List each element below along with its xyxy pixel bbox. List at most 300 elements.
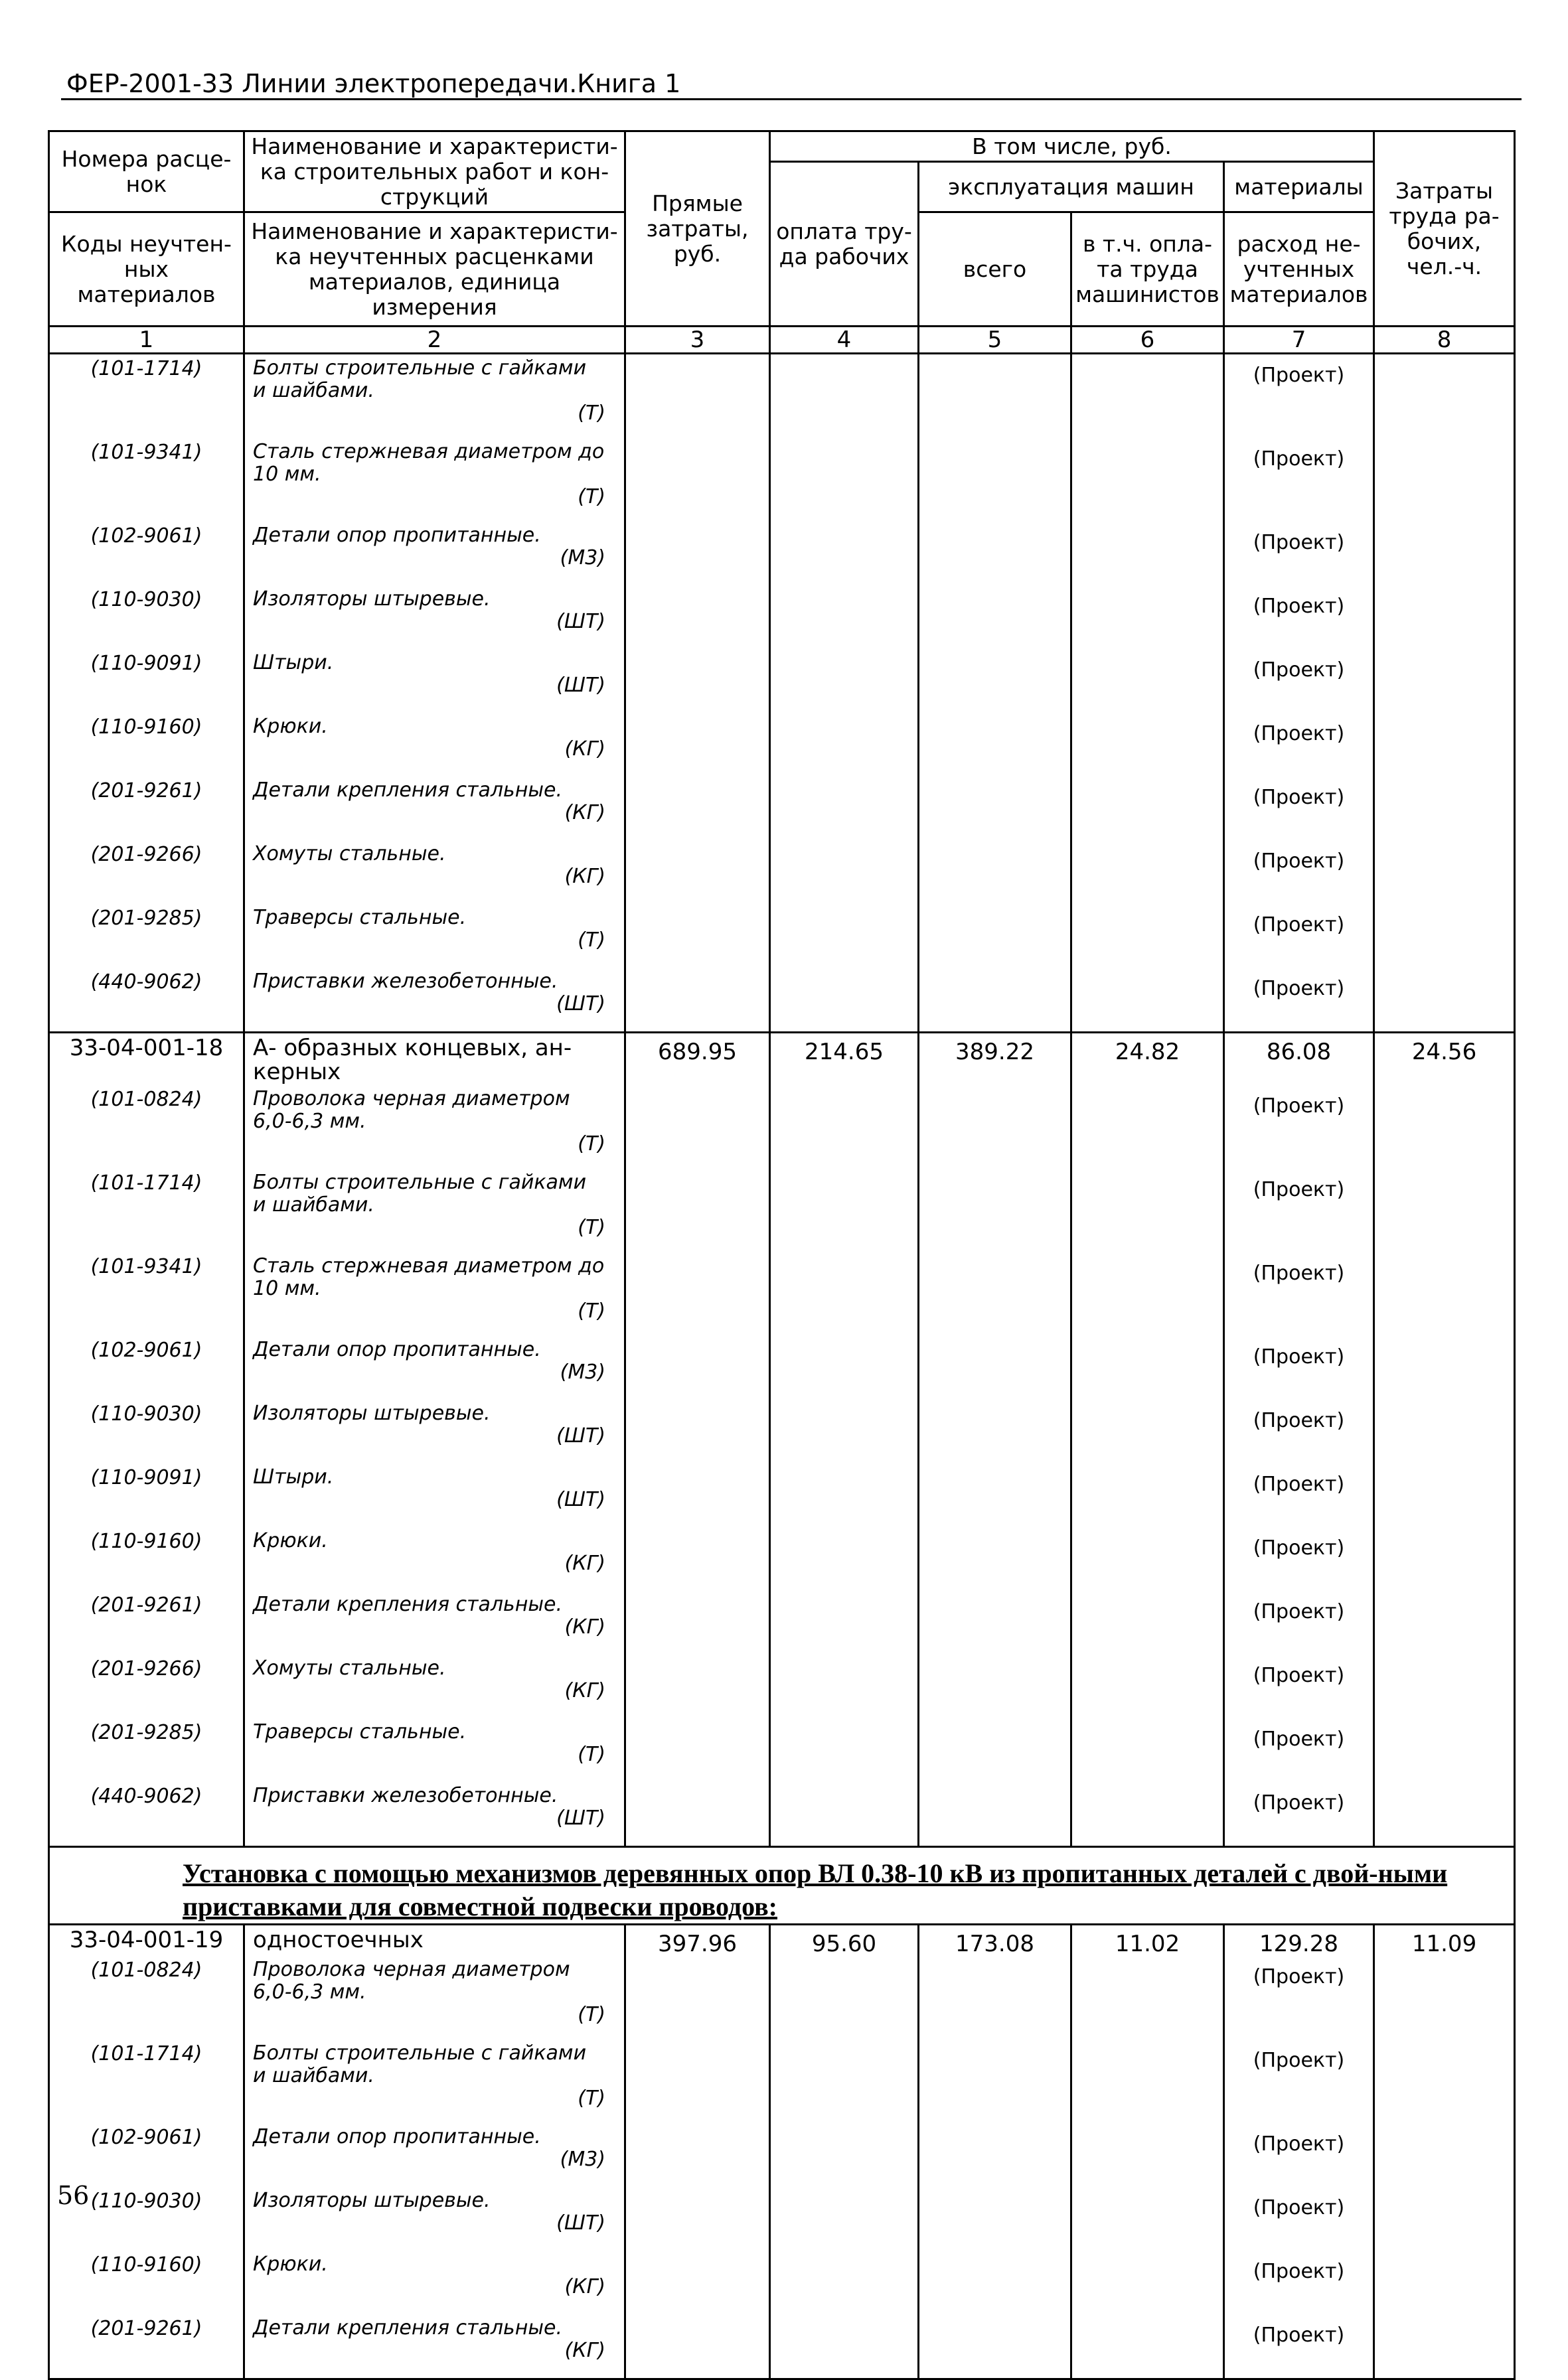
- material-unit: (Т): [578, 1743, 605, 1766]
- material-unit: (ШТ): [556, 1807, 605, 1830]
- empty-cell: [770, 1591, 919, 1655]
- empty-cell: [1374, 522, 1515, 585]
- material-row: [49, 2123, 1515, 2187]
- empty-cell: [625, 968, 770, 1033]
- empty-cell: [770, 1085, 919, 1169]
- empty-cell: [770, 354, 919, 439]
- empty-cell: [625, 1956, 770, 2040]
- empty-cell: [770, 1782, 919, 1847]
- empty-cell: [1071, 2123, 1224, 2187]
- empty-cell: [1071, 522, 1224, 585]
- empty-cell: [1071, 904, 1224, 968]
- empty-cell: [770, 2187, 919, 2251]
- header-material-name: Наименование и характеристи-ка неучтенных расценками материалов, единица измерения: [244, 212, 625, 327]
- material-consumption-note: (Проект): [1224, 1527, 1374, 1591]
- material-consumption-note: (Проект): [1224, 1782, 1374, 1847]
- materials-value: 86.08: [1224, 1033, 1374, 1086]
- empty-cell: [1071, 968, 1224, 1033]
- header-unaccounted-materials: расход не-учтенных материалов: [1224, 212, 1374, 327]
- material-name-cell: [244, 1527, 625, 1591]
- empty-cell: [919, 522, 1071, 585]
- empty-cell: [1374, 585, 1515, 649]
- material-consumption-note: (Проект): [1224, 840, 1374, 904]
- empty-cell: [1374, 1782, 1515, 1847]
- rate-name: одностоечных: [244, 1925, 625, 1957]
- section-title-text: Установка с помощью механизмов деревянных опор ВЛ 0.38-10 кВ из пропитанных деталей с двой-ными приставками для совместной подвески проводов:: [183, 1858, 1448, 1921]
- material-unit: (ШТ): [556, 992, 605, 1015]
- material-unit: (КГ): [564, 1615, 605, 1639]
- empty-cell: [1374, 2251, 1515, 2314]
- material-name-cell: [244, 2251, 625, 2314]
- material-unit: (КГ): [564, 1552, 605, 1575]
- column-number: 8: [1374, 327, 1515, 354]
- material-unit: (Т): [578, 1300, 605, 1323]
- empty-cell: [1374, 1655, 1515, 1718]
- header-machines-total: всего: [919, 212, 1071, 327]
- material-name: Проволока черная диаметром 6,0-6,3 мм.: [253, 1958, 570, 2004]
- empty-cell: [770, 2040, 919, 2123]
- empty-cell: [625, 649, 770, 713]
- material-name: Детали опор пропитанные.: [253, 524, 541, 547]
- material-code: (201-9266): [49, 1655, 244, 1718]
- empty-cell: [919, 968, 1071, 1033]
- empty-cell: [919, 1252, 1071, 1336]
- material-unit: (ШТ): [556, 1424, 605, 1448]
- rate-section: [49, 1033, 1515, 1847]
- empty-cell: [1374, 2314, 1515, 2379]
- empty-cell: [1071, 1782, 1224, 1847]
- header-rule: [61, 98, 1522, 100]
- empty-cell: [1071, 1252, 1224, 1336]
- material-consumption-note: (Проект): [1224, 2040, 1374, 2123]
- empty-cell: [1374, 1336, 1515, 1400]
- material-name-cell: [244, 840, 625, 904]
- material-name: Крюки.: [253, 1529, 328, 1552]
- material-name: Сталь стержневая диаметром до 10 мм.: [253, 1254, 605, 1300]
- empty-cell: [770, 904, 919, 968]
- empty-cell: [625, 1782, 770, 1847]
- material-code: (101-1714): [49, 2040, 244, 2123]
- empty-cell: [625, 2251, 770, 2314]
- section-title: [49, 1847, 1515, 1925]
- material-name-cell: [244, 2040, 625, 2123]
- empty-cell: [1071, 1718, 1224, 1782]
- column-number: 7: [1224, 327, 1374, 354]
- empty-cell: [919, 1527, 1071, 1591]
- empty-cell: [1374, 1169, 1515, 1252]
- material-name: Болты строительные с гайками и шайбами.: [253, 1171, 587, 1217]
- empty-cell: [1071, 649, 1224, 713]
- material-code: (101-0824): [49, 1085, 244, 1169]
- material-unit: (ШТ): [556, 1488, 605, 1511]
- empty-cell: [1071, 2251, 1224, 2314]
- empty-cell: [1071, 1463, 1224, 1527]
- column-number: 2: [244, 327, 625, 354]
- material-unit: (ШТ): [556, 610, 605, 633]
- empty-cell: [770, 1718, 919, 1782]
- rate-name: А- образных концевых, ан-керных: [244, 1033, 625, 1086]
- empty-cell: [919, 354, 1071, 439]
- empty-cell: [1374, 2187, 1515, 2251]
- empty-cell: [919, 1782, 1071, 1847]
- empty-cell: [625, 1591, 770, 1655]
- material-unit: (ШТ): [556, 2211, 605, 2235]
- empty-cell: [625, 1655, 770, 1718]
- material-name-cell: [244, 649, 625, 713]
- material-row: [49, 522, 1515, 585]
- material-name-cell: [244, 1782, 625, 1847]
- material-unit: (КГ): [564, 865, 605, 888]
- material-unit: (КГ): [564, 1679, 605, 1702]
- empty-cell: [1374, 840, 1515, 904]
- empty-cell: [770, 840, 919, 904]
- empty-cell: [919, 585, 1071, 649]
- material-code: (110-9160): [49, 713, 244, 777]
- empty-cell: [625, 1400, 770, 1463]
- empty-cell: [919, 1400, 1071, 1463]
- empty-cell: [625, 1527, 770, 1591]
- empty-cell: [1374, 649, 1515, 713]
- header-work-name: Наименование и характеристи-ка строительных работ и кон-струкций: [244, 131, 625, 212]
- material-name-cell: [244, 522, 625, 585]
- material-code: (101-1714): [49, 354, 244, 439]
- material-code: (440-9062): [49, 1782, 244, 1847]
- material-name: Крюки.: [253, 715, 328, 738]
- empty-cell: [625, 1463, 770, 1527]
- material-code: (201-9261): [49, 777, 244, 840]
- material-name: Штыри.: [253, 1465, 334, 1489]
- material-name: Хомуты стальные.: [253, 1657, 446, 1680]
- empty-cell: [919, 1655, 1071, 1718]
- material-consumption-note: (Проект): [1224, 1463, 1374, 1527]
- empty-cell: [625, 1718, 770, 1782]
- material-unit: (ШТ): [556, 674, 605, 697]
- material-name: Детали крепления стальные.: [253, 2316, 563, 2340]
- material-name: Детали крепления стальные.: [253, 1593, 563, 1616]
- empty-cell: [1071, 1527, 1224, 1591]
- empty-cell: [770, 585, 919, 649]
- empty-cell: [770, 713, 919, 777]
- material-consumption-note: (Проект): [1224, 1591, 1374, 1655]
- material-consumption-note: (Проект): [1224, 1336, 1374, 1400]
- material-row: [49, 1169, 1515, 1252]
- material-name-cell: [244, 968, 625, 1033]
- empty-cell: [1071, 1085, 1224, 1169]
- material-row: [49, 777, 1515, 840]
- empty-cell: [625, 1169, 770, 1252]
- empty-cell: [1071, 354, 1224, 439]
- material-name-cell: [244, 1169, 625, 1252]
- empty-cell: [770, 438, 919, 522]
- worker-pay-value: 214.65: [770, 1033, 919, 1086]
- column-number: 1: [49, 327, 244, 354]
- material-unit: (Т): [578, 929, 605, 952]
- empty-cell: [770, 968, 919, 1033]
- empty-cell: [770, 1252, 919, 1336]
- material-code: (102-9061): [49, 522, 244, 585]
- material-row: [49, 354, 1515, 439]
- empty-cell: [1071, 1655, 1224, 1718]
- material-name-cell: [244, 1252, 625, 1336]
- material-row: [49, 1956, 1515, 2040]
- material-name-cell: [244, 354, 625, 439]
- material-code: (110-9160): [49, 1527, 244, 1591]
- empty-cell: [625, 2040, 770, 2123]
- material-name-cell: [244, 904, 625, 968]
- empty-cell: [625, 585, 770, 649]
- empty-cell: [770, 522, 919, 585]
- rate-code: 33-04-001-19: [49, 1925, 244, 1957]
- empty-cell: [1374, 1527, 1515, 1591]
- material-name: Изоляторы штыревые.: [253, 2189, 491, 2212]
- empty-cell: [1071, 840, 1224, 904]
- material-unit: (Т): [578, 402, 605, 425]
- empty-cell: [1374, 1463, 1515, 1527]
- empty-cell: [1071, 2187, 1224, 2251]
- material-code: (201-9266): [49, 840, 244, 904]
- material-code: (102-9061): [49, 2123, 244, 2187]
- material-code: (110-9160): [49, 2251, 244, 2314]
- empty-cell: [770, 1169, 919, 1252]
- empty-cell: [1374, 438, 1515, 522]
- material-name-cell: [244, 1463, 625, 1527]
- empty-cell: [919, 1169, 1071, 1252]
- material-name-cell: [244, 2187, 625, 2251]
- empty-cell: [1071, 777, 1224, 840]
- rate-code: 33-04-001-18: [49, 1033, 244, 1086]
- empty-cell: [770, 1527, 919, 1591]
- empty-cell: [1071, 2040, 1224, 2123]
- material-name-cell: [244, 585, 625, 649]
- labor-hours-value: 11.09: [1374, 1925, 1515, 1957]
- header-including: В том числе, руб.: [770, 131, 1374, 162]
- material-name-cell: [244, 1655, 625, 1718]
- empty-cell: [1374, 1400, 1515, 1463]
- empty-cell: [919, 438, 1071, 522]
- empty-cell: [625, 1336, 770, 1400]
- material-row: [49, 1336, 1515, 1400]
- empty-cell: [919, 1591, 1071, 1655]
- material-code: (110-9091): [49, 1463, 244, 1527]
- empty-cell: [1374, 968, 1515, 1033]
- price-table: [48, 130, 1516, 2380]
- material-row: [49, 713, 1515, 777]
- material-code: (110-9030): [49, 585, 244, 649]
- material-name-cell: [244, 2314, 625, 2379]
- empty-cell: [1374, 1718, 1515, 1782]
- empty-cell: [919, 2314, 1071, 2379]
- empty-cell: [625, 1252, 770, 1336]
- material-row: [49, 1782, 1515, 1847]
- material-name: Приставки железобетонные.: [253, 1784, 558, 1807]
- material-code: (110-9030): [49, 1400, 244, 1463]
- material-code: (101-9341): [49, 1252, 244, 1336]
- material-code: (201-9285): [49, 904, 244, 968]
- header-labor-hours: Затраты труда ра-бочих, чел.-ч.: [1374, 131, 1515, 327]
- material-code: (101-0824): [49, 1956, 244, 2040]
- empty-cell: [1374, 1252, 1515, 1336]
- page-number: 56: [57, 2181, 90, 2210]
- material-name: Приставки железобетонные.: [253, 970, 558, 993]
- material-name: Детали крепления стальные.: [253, 779, 563, 802]
- empty-cell: [919, 904, 1071, 968]
- material-consumption-note: (Проект): [1224, 585, 1374, 649]
- empty-cell: [770, 1400, 919, 1463]
- material-name-cell: [244, 713, 625, 777]
- empty-cell: [625, 354, 770, 439]
- material-name: Детали опор пропитанные.: [253, 2125, 541, 2148]
- empty-cell: [919, 649, 1071, 713]
- empty-cell: [1374, 2040, 1515, 2123]
- document-running-title: ФЕР-2001-33 Линии электропередачи.Книга 1: [66, 69, 681, 98]
- material-consumption-note: (Проект): [1224, 1655, 1374, 1718]
- material-unit: (КГ): [564, 2339, 605, 2362]
- empty-cell: [625, 2123, 770, 2187]
- header-machinist-pay: в т.ч. опла-та труда машинистов: [1071, 212, 1224, 327]
- material-consumption-note: (Проект): [1224, 968, 1374, 1033]
- empty-cell: [1374, 1085, 1515, 1169]
- empty-cell: [625, 1085, 770, 1169]
- empty-cell: [625, 438, 770, 522]
- empty-cell: [770, 777, 919, 840]
- column-number: 4: [770, 327, 919, 354]
- material-consumption-note: (Проект): [1224, 1400, 1374, 1463]
- material-consumption-note: (Проект): [1224, 2123, 1374, 2187]
- machinist-pay-value: 24.82: [1071, 1033, 1224, 1086]
- material-row: [49, 840, 1515, 904]
- material-unit: (Т): [578, 485, 605, 508]
- material-row: [49, 1718, 1515, 1782]
- rate-row: [49, 1925, 1515, 1957]
- material-name: Хомуты стальные.: [253, 842, 446, 865]
- material-name: Детали опор пропитанные.: [253, 1338, 541, 1361]
- material-row: [49, 1252, 1515, 1336]
- material-unit: (Т): [578, 2003, 605, 2026]
- empty-cell: [625, 777, 770, 840]
- material-code: (201-9285): [49, 1718, 244, 1782]
- material-name-cell: [244, 1400, 625, 1463]
- empty-cell: [1374, 713, 1515, 777]
- material-consumption-note: (Проект): [1224, 904, 1374, 968]
- material-row: [49, 1527, 1515, 1591]
- empty-cell: [770, 1655, 919, 1718]
- empty-cell: [919, 2040, 1071, 2123]
- material-code: (201-9261): [49, 2314, 244, 2379]
- empty-cell: [919, 1463, 1071, 1527]
- material-name: Изоляторы штыревые.: [253, 587, 491, 611]
- empty-cell: [770, 649, 919, 713]
- material-name: Проволока черная диаметром 6,0-6,3 мм.: [253, 1087, 570, 1133]
- material-row: [49, 1085, 1515, 1169]
- material-consumption-note: (Проект): [1224, 777, 1374, 840]
- empty-cell: [770, 1956, 919, 2040]
- empty-cell: [625, 840, 770, 904]
- material-code: (101-9341): [49, 438, 244, 522]
- rate-section: [49, 354, 1515, 1033]
- material-name-cell: [244, 438, 625, 522]
- materials-value: 129.28: [1224, 1925, 1374, 1957]
- header-materials: материалы: [1224, 162, 1374, 212]
- material-consumption-note: (Проект): [1224, 2251, 1374, 2314]
- material-row: [49, 904, 1515, 968]
- empty-cell: [625, 2187, 770, 2251]
- material-unit: (Т): [578, 1132, 605, 1155]
- material-code: (102-9061): [49, 1336, 244, 1400]
- material-consumption-note: (Проект): [1224, 649, 1374, 713]
- material-unit: (М3): [560, 2148, 605, 2171]
- empty-cell: [625, 904, 770, 968]
- material-unit: (М3): [560, 546, 605, 569]
- material-name: Траверсы стальные.: [253, 1720, 467, 1744]
- material-row: [49, 1655, 1515, 1718]
- material-name-cell: [244, 1085, 625, 1169]
- material-unit: (Т): [578, 2087, 605, 2110]
- header-material-codes: Коды неучтен-ных материалов: [49, 212, 244, 327]
- labor-hours-value: 24.56: [1374, 1033, 1515, 1086]
- material-name: Сталь стержневая диаметром до 10 мм.: [253, 440, 605, 486]
- empty-cell: [770, 2251, 919, 2314]
- empty-cell: [1374, 354, 1515, 439]
- empty-cell: [1071, 2314, 1224, 2379]
- material-name-cell: [244, 1591, 625, 1655]
- machines-total-value: 173.08: [919, 1925, 1071, 1957]
- material-consumption-note: (Проект): [1224, 1252, 1374, 1336]
- rate-row: [49, 1033, 1515, 1086]
- material-name-cell: [244, 1336, 625, 1400]
- empty-cell: [625, 2314, 770, 2379]
- column-number: 6: [1071, 327, 1224, 354]
- material-consumption-note: (Проект): [1224, 522, 1374, 585]
- material-name: Изоляторы штыревые.: [253, 1402, 491, 1425]
- material-name-cell: [244, 1956, 625, 2040]
- empty-cell: [1071, 713, 1224, 777]
- direct-costs-value: 397.96: [625, 1925, 770, 1957]
- material-row: [49, 2314, 1515, 2379]
- material-row: [49, 1463, 1515, 1527]
- empty-cell: [919, 2251, 1071, 2314]
- material-name-cell: [244, 777, 625, 840]
- empty-cell: [625, 522, 770, 585]
- material-code: (440-9062): [49, 968, 244, 1033]
- material-consumption-note: (Проект): [1224, 713, 1374, 777]
- header-direct-costs: Прямые затраты, руб.: [625, 131, 770, 327]
- empty-cell: [1374, 1956, 1515, 2040]
- empty-cell: [770, 2123, 919, 2187]
- material-consumption-note: (Проект): [1224, 438, 1374, 522]
- column-number: 3: [625, 327, 770, 354]
- machines-total-value: 389.22: [919, 1033, 1071, 1086]
- material-code: (101-1714): [49, 1169, 244, 1252]
- column-number: 5: [919, 327, 1071, 354]
- material-consumption-note: (Проект): [1224, 1085, 1374, 1169]
- material-row: [49, 649, 1515, 713]
- empty-cell: [1071, 585, 1224, 649]
- material-row: [49, 2040, 1515, 2123]
- material-code: (110-9030): [49, 2187, 244, 2251]
- empty-cell: [1374, 777, 1515, 840]
- material-consumption-note: (Проект): [1224, 1956, 1374, 2040]
- empty-cell: [1071, 1400, 1224, 1463]
- empty-cell: [1374, 904, 1515, 968]
- material-name: Траверсы стальные.: [253, 906, 467, 929]
- material-name: Болты строительные с гайками и шайбами.: [253, 356, 587, 402]
- empty-cell: [919, 2187, 1071, 2251]
- empty-cell: [1071, 438, 1224, 522]
- direct-costs-value: 689.95: [625, 1033, 770, 1086]
- material-row: [49, 2251, 1515, 2314]
- empty-cell: [1374, 1591, 1515, 1655]
- rate-section: [49, 1925, 1515, 2379]
